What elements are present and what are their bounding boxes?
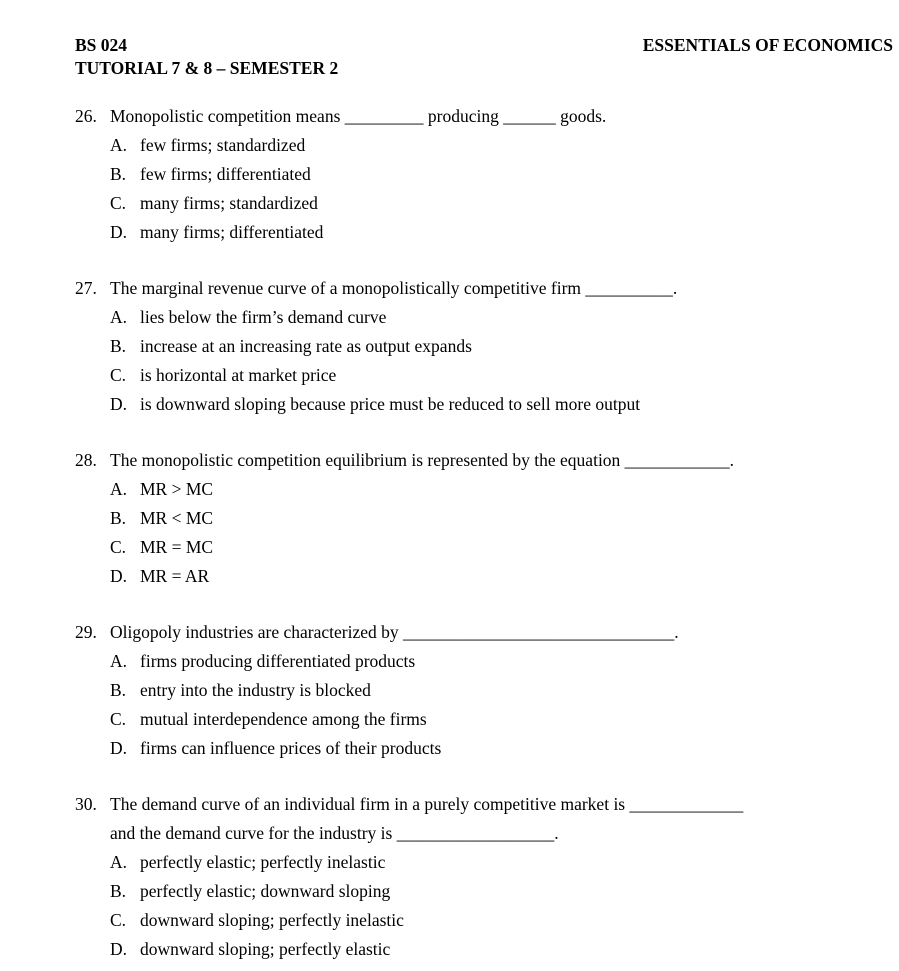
option-label: C. <box>110 193 127 213</box>
options-list <box>110 303 893 419</box>
option-row <box>110 562 893 591</box>
option-label: D. <box>110 738 128 758</box>
option-label: B. <box>110 508 127 528</box>
question-block <box>75 618 893 763</box>
option-label: C. <box>110 365 127 385</box>
question-number: 27. <box>75 278 97 298</box>
option-row <box>110 533 893 562</box>
question-text <box>110 618 893 647</box>
option-text: entry into the industry is blocked <box>140 680 371 700</box>
option-text: perfectly elastic; downward sloping <box>140 881 391 901</box>
option-label: A. <box>110 307 128 327</box>
question-text-line: The marginal revenue curve of a monopolistically competitive firm __________. <box>110 278 678 298</box>
question-body <box>110 274 893 419</box>
option-row <box>110 504 893 533</box>
question-text-line: The demand curve of an individual firm in a purely competitive market is _____________ <box>110 794 744 814</box>
question-text <box>110 446 893 475</box>
options-list <box>110 647 893 763</box>
option-row <box>110 303 893 332</box>
option-text: many firms; differentiated <box>140 222 324 242</box>
questions-list <box>75 102 893 964</box>
option-label: D. <box>110 939 128 959</box>
document-header <box>75 34 893 80</box>
question-body <box>110 446 893 591</box>
option-text: lies below the firm’s demand curve <box>140 307 387 327</box>
option-label: A. <box>110 852 128 872</box>
question-body <box>110 618 893 763</box>
option-label: C. <box>110 910 127 930</box>
option-text: perfectly elastic; perfectly inelastic <box>140 852 386 872</box>
option-text: MR > MC <box>140 479 214 499</box>
option-row <box>110 332 893 361</box>
question-text-line: The monopolistic competition equilibrium is represented by the equation ____________. <box>110 450 735 470</box>
option-row <box>110 131 893 160</box>
option-row <box>110 361 893 390</box>
option-text: few firms; differentiated <box>140 164 311 184</box>
option-label: B. <box>110 164 127 184</box>
option-label: D. <box>110 566 128 586</box>
question-body <box>110 790 893 964</box>
option-label: B. <box>110 680 127 700</box>
option-label: D. <box>110 394 128 414</box>
option-label: A. <box>110 651 128 671</box>
option-row <box>110 877 893 906</box>
option-row <box>110 189 893 218</box>
option-row <box>110 848 893 877</box>
question-body <box>110 102 893 247</box>
option-label: D. <box>110 222 128 242</box>
option-text: downward sloping; perfectly elastic <box>140 939 391 959</box>
option-row <box>110 906 893 935</box>
option-text: firms producing differentiated products <box>140 651 416 671</box>
header-left-block <box>75 34 338 80</box>
question-number: 29. <box>75 622 97 642</box>
question-number: 26. <box>75 106 97 126</box>
question-text <box>110 274 893 303</box>
option-text: few firms; standardized <box>140 135 306 155</box>
course-code: BS 024 <box>75 35 128 55</box>
option-text: firms can influence prices of their products <box>140 738 442 758</box>
question-block <box>75 446 893 591</box>
options-list <box>110 131 893 247</box>
question-text-line: Oligopoly industries are characterized by _______________________________. <box>110 622 679 642</box>
option-text: increase at an increasing rate as output expands <box>140 336 472 356</box>
question-text <box>110 102 893 131</box>
question-text <box>110 790 893 848</box>
option-row <box>110 935 893 964</box>
options-list <box>110 848 893 964</box>
option-label: C. <box>110 537 127 557</box>
option-text: mutual interdependence among the firms <box>140 709 427 729</box>
option-text: is downward sloping because price must be reduced to sell more output <box>140 394 641 414</box>
option-row <box>110 160 893 189</box>
option-text: is horizontal at market price <box>140 365 337 385</box>
option-label: B. <box>110 881 127 901</box>
question-block <box>75 274 893 419</box>
option-row <box>110 705 893 734</box>
option-row <box>110 390 893 419</box>
options-list <box>110 475 893 591</box>
option-text: many firms; standardized <box>140 193 318 213</box>
option-text: downward sloping; perfectly inelastic <box>140 910 404 930</box>
option-row <box>110 475 893 504</box>
question-number: 28. <box>75 450 97 470</box>
option-label: A. <box>110 479 128 499</box>
option-row <box>110 647 893 676</box>
option-text: MR < MC <box>140 508 214 528</box>
question-number: 30. <box>75 794 97 814</box>
option-label: B. <box>110 336 127 356</box>
tutorial-subtitle: TUTORIAL 7 & 8 – SEMESTER 2 <box>75 58 339 78</box>
option-text: MR = MC <box>140 537 214 557</box>
option-text: MR = AR <box>140 566 210 586</box>
option-label: C. <box>110 709 127 729</box>
question-block <box>75 790 893 964</box>
question-text-line: Monopolistic competition means _________ producing ______ goods. <box>110 106 607 126</box>
option-row <box>110 676 893 705</box>
option-row <box>110 218 893 247</box>
question-text-line: and the demand curve for the industry is __________________. <box>110 823 559 843</box>
option-label: A. <box>110 135 128 155</box>
option-row <box>110 734 893 763</box>
question-block <box>75 102 893 247</box>
course-title: ESSENTIALS OF ECONOMICS <box>642 35 893 55</box>
